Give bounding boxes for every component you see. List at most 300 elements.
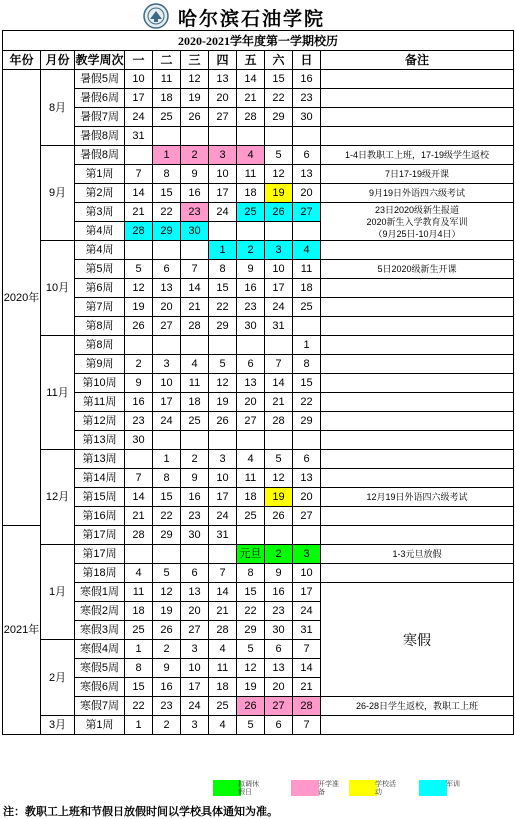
day-cell: 19 xyxy=(181,89,209,108)
calendar-title: 2020-2021学年度第一学期校历 xyxy=(3,31,514,51)
day-cell: 23 xyxy=(293,89,321,108)
day-cell: 16 xyxy=(293,70,321,89)
day-cell xyxy=(265,526,293,545)
day-cell: 8 xyxy=(153,469,181,488)
day-cell: 27 xyxy=(209,108,237,127)
day-cell: 3 xyxy=(209,146,237,165)
school-calendar-table xyxy=(2,30,514,735)
day-cell: 13 xyxy=(181,583,209,602)
day-cell: 11 xyxy=(181,374,209,393)
day-cell: 1 xyxy=(209,241,237,260)
header-week: 教学周次 xyxy=(75,51,125,70)
day-cell: 2 xyxy=(265,545,293,564)
day-cell xyxy=(237,127,265,146)
day-cell xyxy=(153,241,181,260)
day-cell: 7 xyxy=(265,355,293,374)
day-cell: 26 xyxy=(237,697,265,716)
day-cell: 9 xyxy=(181,165,209,184)
day-cell: 22 xyxy=(293,393,321,412)
week-cell: 寒假7周 xyxy=(75,697,125,716)
day-cell: 1 xyxy=(125,640,153,659)
day-cell: 24 xyxy=(181,697,209,716)
day-cell: 15 xyxy=(237,583,265,602)
table-row xyxy=(3,431,514,450)
week-cell: 第10周 xyxy=(75,374,125,393)
day-cell: 2 xyxy=(237,241,265,260)
day-cell: 12 xyxy=(237,659,265,678)
day-cell xyxy=(153,127,181,146)
legend xyxy=(0,777,515,801)
month-cell: 9月 xyxy=(41,146,75,241)
note-cell-empty xyxy=(321,298,514,317)
day-cell: 18 xyxy=(293,279,321,298)
day-cell: 12 xyxy=(265,469,293,488)
legend-swatch xyxy=(213,780,241,796)
month-cell: 12月 xyxy=(41,450,75,545)
day-cell: 13 xyxy=(237,374,265,393)
day-cell: 22 xyxy=(153,203,181,222)
day-cell xyxy=(209,222,237,241)
day-cell: 24 xyxy=(293,602,321,621)
day-cell xyxy=(209,431,237,450)
note-cell-empty xyxy=(321,374,514,393)
day-cell xyxy=(125,241,153,260)
note-cell: 7日17-19级开课 xyxy=(321,165,514,184)
day-cell xyxy=(125,545,153,564)
day-cell xyxy=(293,317,321,336)
day-cell: 22 xyxy=(237,602,265,621)
legend-label: 军训 xyxy=(446,780,460,788)
day-cell: 7 xyxy=(293,716,321,735)
day-cell: 29 xyxy=(237,621,265,640)
table-row xyxy=(3,355,514,374)
week-cell: 暑假7周 xyxy=(75,108,125,127)
day-cell xyxy=(181,431,209,450)
table-row xyxy=(3,507,514,526)
table-row xyxy=(3,241,514,260)
day-cell xyxy=(293,222,321,241)
week-cell: 第15周 xyxy=(75,488,125,507)
day-cell: 29 xyxy=(265,108,293,127)
day-cell: 8 xyxy=(237,564,265,583)
day-cell: 20 xyxy=(209,89,237,108)
day-cell: 17 xyxy=(265,279,293,298)
day-cell: 28 xyxy=(265,412,293,431)
legend-swatch xyxy=(419,780,447,796)
week-cell: 第13周 xyxy=(75,450,125,469)
day-cell: 2 xyxy=(181,450,209,469)
day-cell xyxy=(181,241,209,260)
day-cell: 9 xyxy=(265,564,293,583)
header-day: 一 xyxy=(125,51,153,70)
day-cell: 3 xyxy=(181,640,209,659)
day-cell xyxy=(181,127,209,146)
day-cell: 11 xyxy=(209,659,237,678)
week-cell: 寒假6周 xyxy=(75,678,125,697)
year-cell: 2020年 xyxy=(3,70,41,526)
day-cell: 14 xyxy=(125,488,153,507)
day-cell: 7 xyxy=(181,260,209,279)
day-cell: 3 xyxy=(153,355,181,374)
day-cell: 25 xyxy=(181,412,209,431)
week-cell: 第17周 xyxy=(75,526,125,545)
table-row xyxy=(3,545,514,564)
note-cell: 12月19日外语四六级考试 xyxy=(321,488,514,507)
table-row xyxy=(3,488,514,507)
day-cell: 7 xyxy=(293,640,321,659)
day-cell: 20 xyxy=(181,602,209,621)
month-cell: 11月 xyxy=(41,336,75,450)
month-cell: 2月 xyxy=(41,640,75,716)
day-cell: 15 xyxy=(265,70,293,89)
day-cell: 9 xyxy=(125,374,153,393)
day-cell: 7 xyxy=(125,165,153,184)
day-cell: 16 xyxy=(153,678,181,697)
day-cell: 18 xyxy=(237,488,265,507)
day-cell: 21 xyxy=(125,203,153,222)
day-cell xyxy=(265,222,293,241)
day-cell: 17 xyxy=(181,678,209,697)
table-row xyxy=(3,583,514,602)
day-cell: 16 xyxy=(237,279,265,298)
day-cell: 6 xyxy=(237,355,265,374)
day-cell xyxy=(237,336,265,355)
day-cell: 2 xyxy=(153,716,181,735)
day-cell: 20 xyxy=(293,184,321,203)
day-cell: 30 xyxy=(181,526,209,545)
day-cell: 1 xyxy=(153,146,181,165)
day-cell xyxy=(237,222,265,241)
day-cell: 20 xyxy=(153,298,181,317)
note-cell-empty xyxy=(321,89,514,108)
legend-swatch xyxy=(349,780,377,796)
day-cell: 10 xyxy=(153,374,181,393)
day-cell: 18 xyxy=(181,393,209,412)
week-cell: 第1周 xyxy=(75,716,125,735)
week-cell: 寒假3周 xyxy=(75,621,125,640)
table-row xyxy=(3,716,514,735)
day-cell: 11 xyxy=(153,70,181,89)
day-cell: 27 xyxy=(153,317,181,336)
day-cell: 14 xyxy=(237,70,265,89)
table-row xyxy=(3,697,514,716)
day-cell: 30 xyxy=(125,431,153,450)
day-cell: 2 xyxy=(153,640,181,659)
day-cell: 31 xyxy=(125,127,153,146)
day-cell: 7 xyxy=(125,469,153,488)
week-cell: 第4周 xyxy=(75,241,125,260)
header-month: 月份 xyxy=(41,51,75,70)
day-cell: 29 xyxy=(153,526,181,545)
day-cell xyxy=(237,431,265,450)
table-row xyxy=(3,70,514,89)
day-cell: 21 xyxy=(265,393,293,412)
day-cell: 19 xyxy=(209,393,237,412)
day-cell: 4 xyxy=(125,564,153,583)
day-cell: 元旦 xyxy=(237,545,265,564)
day-cell: 24 xyxy=(209,507,237,526)
day-cell: 5 xyxy=(237,716,265,735)
day-cell: 26 xyxy=(153,621,181,640)
note-cell: 1-4日教职工上班，17-19级学生返校 xyxy=(321,146,514,165)
day-cell: 21 xyxy=(125,507,153,526)
week-cell: 第6周 xyxy=(75,279,125,298)
day-cell xyxy=(125,336,153,355)
week-cell: 第3周 xyxy=(75,203,125,222)
day-cell: 4 xyxy=(293,241,321,260)
day-cell: 19 xyxy=(153,602,181,621)
day-cell: 20 xyxy=(237,393,265,412)
day-cell: 15 xyxy=(293,374,321,393)
legend-label: 开学准备 xyxy=(318,780,339,796)
day-cell xyxy=(209,545,237,564)
day-cell: 18 xyxy=(209,678,237,697)
day-cell: 28 xyxy=(125,222,153,241)
day-cell: 2 xyxy=(125,355,153,374)
day-cell xyxy=(125,146,153,165)
week-cell: 第7周 xyxy=(75,298,125,317)
day-cell: 8 xyxy=(209,260,237,279)
note-cell: 1-3元旦放假 xyxy=(321,545,514,564)
day-cell: 11 xyxy=(125,583,153,602)
day-cell: 16 xyxy=(181,488,209,507)
year-cell: 2021年 xyxy=(3,526,41,735)
week-cell: 暑假6周 xyxy=(75,89,125,108)
week-cell: 暑假8周 xyxy=(75,146,125,165)
week-cell: 第9周 xyxy=(75,355,125,374)
week-cell: 第18周 xyxy=(75,564,125,583)
note-cell: 5日2020级新生开课 xyxy=(321,260,514,279)
day-cell: 16 xyxy=(181,184,209,203)
day-cell: 30 xyxy=(237,317,265,336)
day-cell: 12 xyxy=(181,70,209,89)
day-cell: 9 xyxy=(153,659,181,678)
week-cell: 寒假1周 xyxy=(75,583,125,602)
day-cell: 24 xyxy=(153,412,181,431)
day-cell: 29 xyxy=(293,412,321,431)
page-header xyxy=(0,0,515,32)
day-cell: 6 xyxy=(181,564,209,583)
note-cell-empty xyxy=(321,507,514,526)
day-cell: 14 xyxy=(293,659,321,678)
day-cell: 5 xyxy=(237,640,265,659)
header-day: 五 xyxy=(237,51,265,70)
school-name: 哈尔滨石油学院 xyxy=(178,8,326,30)
day-cell: 23 xyxy=(237,298,265,317)
note-cell-empty xyxy=(321,355,514,374)
school-logo-icon xyxy=(143,3,169,29)
day-cell: 21 xyxy=(181,298,209,317)
day-cell: 5 xyxy=(209,355,237,374)
header-day: 四 xyxy=(209,51,237,70)
day-cell xyxy=(181,545,209,564)
day-cell: 26 xyxy=(265,203,293,222)
week-cell: 第11周 xyxy=(75,393,125,412)
note-cell-empty xyxy=(321,108,514,127)
note-cell-empty xyxy=(321,336,514,355)
note-cell-empty xyxy=(321,564,514,583)
day-cell xyxy=(209,127,237,146)
day-cell: 11 xyxy=(237,469,265,488)
day-cell: 17 xyxy=(153,393,181,412)
day-cell: 28 xyxy=(237,108,265,127)
note-cell-empty xyxy=(321,279,514,298)
day-cell xyxy=(265,336,293,355)
note-cell-empty xyxy=(321,716,514,735)
day-cell: 2 xyxy=(181,146,209,165)
day-cell: 10 xyxy=(293,564,321,583)
table-row xyxy=(3,89,514,108)
day-cell xyxy=(153,545,181,564)
day-cell: 22 xyxy=(125,697,153,716)
day-cell: 23 xyxy=(181,507,209,526)
day-cell: 30 xyxy=(265,621,293,640)
day-cell: 30 xyxy=(181,222,209,241)
day-cell: 17 xyxy=(293,583,321,602)
note-cell-empty xyxy=(321,393,514,412)
header-day: 三 xyxy=(181,51,209,70)
day-cell: 10 xyxy=(125,70,153,89)
day-cell: 28 xyxy=(293,697,321,716)
day-cell xyxy=(265,431,293,450)
day-cell: 14 xyxy=(265,374,293,393)
table-row xyxy=(3,184,514,203)
table-row xyxy=(3,203,514,222)
note-cell: 寒假 xyxy=(321,583,514,697)
day-cell: 27 xyxy=(293,203,321,222)
table-row xyxy=(3,127,514,146)
note-cell-empty xyxy=(321,450,514,469)
day-cell: 31 xyxy=(209,526,237,545)
note-cell: 26-28日学生返校，教职工上班 xyxy=(321,697,514,716)
day-cell: 1 xyxy=(125,716,153,735)
day-cell: 6 xyxy=(293,146,321,165)
day-cell: 15 xyxy=(209,279,237,298)
day-cell: 5 xyxy=(265,450,293,469)
day-cell: 5 xyxy=(153,564,181,583)
day-cell: 27 xyxy=(181,621,209,640)
legend-label: 学校活动 xyxy=(375,780,396,796)
day-cell xyxy=(237,526,265,545)
day-cell: 29 xyxy=(209,317,237,336)
day-cell: 21 xyxy=(293,678,321,697)
day-cell xyxy=(265,127,293,146)
table-row xyxy=(3,526,514,545)
day-cell: 4 xyxy=(209,716,237,735)
day-cell: 18 xyxy=(237,184,265,203)
table-row xyxy=(3,260,514,279)
week-cell: 寒假4周 xyxy=(75,640,125,659)
day-cell: 25 xyxy=(209,697,237,716)
day-cell: 6 xyxy=(265,640,293,659)
week-cell: 第14周 xyxy=(75,469,125,488)
day-cell: 3 xyxy=(209,450,237,469)
week-cell: 第12周 xyxy=(75,412,125,431)
day-cell: 6 xyxy=(265,716,293,735)
week-cell: 第13周 xyxy=(75,431,125,450)
week-cell: 暑假8周 xyxy=(75,127,125,146)
month-cell: 3月 xyxy=(41,716,75,735)
day-cell: 20 xyxy=(265,678,293,697)
note-cell-empty xyxy=(321,127,514,146)
day-cell xyxy=(125,450,153,469)
day-cell: 13 xyxy=(265,659,293,678)
day-cell: 31 xyxy=(265,317,293,336)
day-cell: 3 xyxy=(293,545,321,564)
table-row xyxy=(3,336,514,355)
table-row xyxy=(3,279,514,298)
day-cell: 25 xyxy=(293,298,321,317)
day-cell: 26 xyxy=(265,507,293,526)
day-cell: 22 xyxy=(153,507,181,526)
day-cell: 13 xyxy=(293,469,321,488)
day-cell: 25 xyxy=(153,108,181,127)
day-cell: 8 xyxy=(293,355,321,374)
day-cell: 24 xyxy=(265,298,293,317)
day-cell: 15 xyxy=(153,184,181,203)
week-cell: 暑假5周 xyxy=(75,70,125,89)
table-row xyxy=(3,298,514,317)
day-cell: 16 xyxy=(265,583,293,602)
table-row xyxy=(3,165,514,184)
table-row xyxy=(3,374,514,393)
day-cell: 10 xyxy=(265,260,293,279)
week-cell: 第1周 xyxy=(75,165,125,184)
month-cell: 8月 xyxy=(41,70,75,146)
day-cell: 17 xyxy=(209,184,237,203)
week-cell: 第5周 xyxy=(75,260,125,279)
note-cell-empty xyxy=(321,70,514,89)
day-cell: 9 xyxy=(181,469,209,488)
day-cell: 19 xyxy=(265,184,293,203)
day-cell: 14 xyxy=(181,279,209,298)
day-cell xyxy=(293,526,321,545)
day-cell: 21 xyxy=(209,602,237,621)
day-cell: 6 xyxy=(293,450,321,469)
day-cell: 13 xyxy=(209,70,237,89)
day-cell: 4 xyxy=(209,640,237,659)
day-cell: 10 xyxy=(209,469,237,488)
day-cell: 19 xyxy=(237,678,265,697)
day-cell: 8 xyxy=(125,659,153,678)
day-cell xyxy=(293,431,321,450)
day-cell: 28 xyxy=(125,526,153,545)
day-cell: 5 xyxy=(125,260,153,279)
day-cell: 4 xyxy=(237,450,265,469)
day-cell: 3 xyxy=(265,241,293,260)
legend-swatch xyxy=(291,780,319,796)
day-cell: 19 xyxy=(125,298,153,317)
week-cell: 第2周 xyxy=(75,184,125,203)
day-cell: 24 xyxy=(209,203,237,222)
table-row xyxy=(3,317,514,336)
week-cell: 第8周 xyxy=(75,317,125,336)
week-cell: 第17周 xyxy=(75,545,125,564)
table-row xyxy=(3,450,514,469)
header-day: 六 xyxy=(265,51,293,70)
day-cell xyxy=(181,336,209,355)
day-cell: 17 xyxy=(125,89,153,108)
note-cell-empty xyxy=(321,526,514,545)
day-cell: 5 xyxy=(265,146,293,165)
day-cell: 4 xyxy=(181,355,209,374)
day-cell xyxy=(153,336,181,355)
day-cell: 27 xyxy=(293,507,321,526)
table-row xyxy=(3,469,514,488)
day-cell: 15 xyxy=(125,678,153,697)
day-cell: 24 xyxy=(125,108,153,127)
note-cell-empty xyxy=(321,241,514,260)
